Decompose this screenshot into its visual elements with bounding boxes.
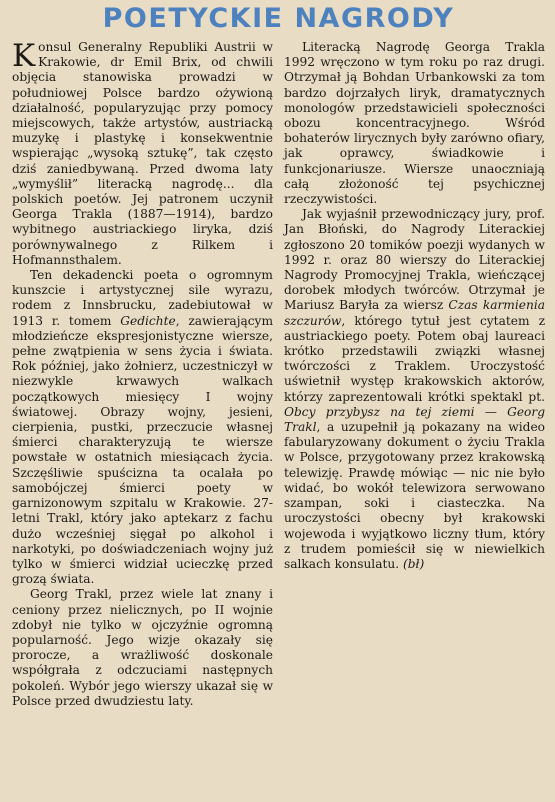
paragraph-3-text: Georg Trakl, przez wiele lat znany i ceniony przez nielicznych, po II wojnie zdobył nie tylko w ojczyźnie ogromną popularność. Jego wizje okazały się prorocze, a wrażliwość doskonale współgrała z odczuciami następnych pokoleń. Wybór jego wierszy ukazał się w Polsce przed dwudziestu laty. (12, 587, 273, 708)
paragraph-1-text: onsul Generalny Republiki Austrii w Krakowie, dr Emil Brix, od chwili objęcia stanowiska prowadzi w południowej Polsce bardzo ożywioną działalność, popularyzując przy pomocy miejscowych, także artystów, austriacką muzykę i plastykę i konsekwentnie wspierając „wysoką sztukę”, tak często dziś zaniedbywaną. Przed dwoma laty „wymyślił” literacką nagrodę... dla polskich poetów. Jej patronem uczynił Georga Trakla (1887—1914), bardzo wybitnego austriackiego liryka, dziś porównywalnego z Rilkem i Hofmannsthalem. (12, 40, 273, 267)
paragraph-5-text-b: , którego tytuł jest cytatem z austriackiego poety. Potem obaj laureaci krótko przedstawili związki własnej twórczości z Traklem. Uroczystość uświetnił występ krakowskich aktorów, którzy zaprezentowali krótki spektakl pt. (284, 313, 545, 404)
author-signature: (bł) (402, 556, 425, 571)
paragraph-2-text-a: Ten dekadencki poeta o ogromnym kunszcie i artystycznej sile wyrazu, rodem z Innsbrucku, zadebiutował w 1913 r. tomem (12, 268, 273, 328)
drop-cap: K (12, 38, 36, 74)
paragraph-2 (12, 268, 273, 587)
article-columns (12, 40, 545, 709)
paragraph-4 (284, 40, 545, 207)
headline-text: POETYCKIE NAGRODY (102, 3, 455, 34)
paragraph-5-text-c: , a uzupełnił ją pokazany na wideo fabularyzowany dokument o życiu Trakla w Polsce, przygotowany przez krakowską telewizję. Prawdę mówiąc — nic nie było widać, bo wokół telewizora serwowano szampan, soki i ciasteczka. Na uroczystości obecny był krakowski wojewoda i wyjątkowo liczny tłum, który z trudem pomieścił się w niewielkich salkach konsulatu. (284, 420, 545, 571)
paragraph-3 (12, 587, 273, 709)
headline (12, 2, 545, 36)
newspaper-clipping (0, 2, 555, 802)
article-column-left (12, 40, 273, 709)
play-title: Obcy przybysz na tej ziemi — Georg Trakl (284, 404, 545, 435)
paragraph-5 (284, 207, 545, 572)
paragraph-1 (12, 40, 273, 268)
book-title-gedichte: Gedichte (120, 313, 176, 328)
paragraph-5-text-a: Jak wyjaśnił przewodniczący jury, prof. Jan Błoński, do Nagrody Literackiej zgłoszono 20 tomików poezji wydanych w 1992 r. oraz 80 wierszy do Literackiej Nagrody Promocyjnej Trakla, wieńczącej dorobek młodych twórców. Otrzymał je Mariusz Baryła za wiersz (284, 207, 545, 313)
article-column-right (284, 40, 545, 709)
poem-title: Czas karmienia szczurów (284, 298, 545, 328)
paragraph-4-text: Literacką Nagrodę Georga Trakla 1992 wręczono w tym roku po raz drugi. Otrzymał ją Bohdan Urbankowski za tom bardzo dojrzałych liryk, dramatycznych monologów przedstawicieli społeczności obozu koncentracyjnego. Wśród bohaterów lirycznych były zarówno ofiary, jak oprawcy, świadkowie i funkcjonariusze. Wiersze unaoczniają całą złożoność tej psychicznej rzeczywistości. (284, 40, 545, 207)
paragraph-2-text-b: , zawierającym młodzieńcze ekspresjonistyczne wiersze, pełne zwątpienia w sens życia i świata. Rok później, jako żołnierz, uczestniczył w niezwykle krwawych walkach początkowych miesięcy I wojny światowej. Obrazy wojny, jesieni, cierpienia, pustki, przeczucie własnej śmierci charakteryzują te wiersze powstałe w ostatnich miesiącach życia. Szczęśliwie spuścizna ta ocalała po samobójczej śmierci poety w garnizonowym szpitalu w Krakowie. 27-letni Trakl, który jako aptekarz z fachu dużo wcześniej sięgał po alkohol i narkotyki, po doświadczeniach wojny już tylko w śmierci widział ucieczkę przed grozą świata. (12, 313, 274, 587)
